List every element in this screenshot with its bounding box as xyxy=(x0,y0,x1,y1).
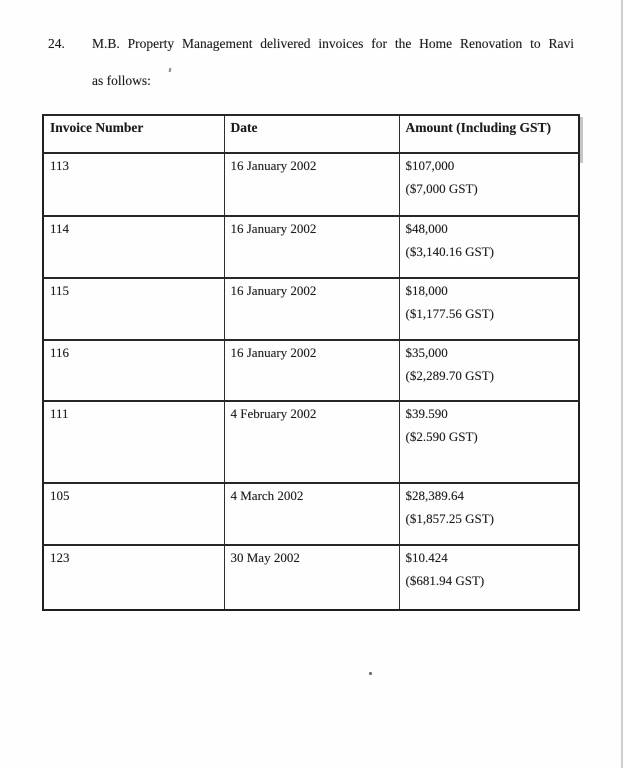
amount-cell xyxy=(399,216,579,278)
table-row xyxy=(43,278,579,340)
gst-value: ($2,289.70 GST) xyxy=(405,368,494,383)
invoice-number-cell: 123 xyxy=(43,545,224,610)
amount-cell xyxy=(399,278,579,340)
gst-value: ($1,177.56 GST) xyxy=(405,306,494,321)
amount-value: $18,000 xyxy=(405,283,448,298)
gst-value: ($3,140.16 GST) xyxy=(405,244,494,259)
date-cell: 16 January 2002 xyxy=(224,153,399,216)
scan-artifact-smudge xyxy=(580,117,583,163)
table-row xyxy=(43,401,579,483)
gst-value: ($681.94 GST) xyxy=(405,573,485,588)
paragraph-text xyxy=(92,36,574,89)
gst-value: ($7,000 GST) xyxy=(405,181,478,196)
table-row xyxy=(43,153,579,216)
amount-value: $28,389.64 xyxy=(405,488,464,503)
gst-value: ($2.590 GST) xyxy=(405,429,478,444)
amount-cell xyxy=(399,153,579,216)
date-cell: 30 May 2002 xyxy=(224,545,399,610)
scan-artifact-dot xyxy=(369,672,372,675)
amount-value: $107,000 xyxy=(405,158,455,173)
amount-value: $48,000 xyxy=(405,221,448,236)
invoice-number-cell: 114 xyxy=(43,216,224,278)
date-cell: 16 January 2002 xyxy=(224,216,399,278)
table-header-row xyxy=(43,115,579,153)
date-cell: 4 February 2002 xyxy=(224,401,399,483)
invoice-number-cell: 116 xyxy=(43,340,224,401)
table-row xyxy=(43,483,579,545)
column-header-date: Date xyxy=(224,115,399,153)
invoice-number-cell: 113 xyxy=(43,153,224,216)
date-cell: 16 January 2002 xyxy=(224,340,399,401)
table-row xyxy=(43,340,579,401)
amount-value: $35,000 xyxy=(405,345,448,360)
amount-cell xyxy=(399,401,579,483)
column-header-amount: Amount (Including GST) xyxy=(399,115,579,153)
table-row xyxy=(43,545,579,610)
invoice-number-cell: 111 xyxy=(43,401,224,483)
table-row xyxy=(43,216,579,278)
amount-cell xyxy=(399,340,579,401)
column-header-invoice-number: Invoice Number xyxy=(43,115,224,153)
paragraph-line-1: M.B. Property Management delivered invoices for the Home Renovation to Ravi xyxy=(92,36,574,51)
amount-cell xyxy=(399,545,579,610)
gst-value: ($1,857.25 GST) xyxy=(405,511,494,526)
amount-cell xyxy=(399,483,579,545)
amount-value: $10.424 xyxy=(405,550,448,565)
date-cell: 4 March 2002 xyxy=(224,483,399,545)
scan-edge-line xyxy=(621,0,623,768)
invoice-table xyxy=(42,114,580,611)
paragraph-line-2: as follows: xyxy=(92,73,151,88)
invoice-number-cell: 115 xyxy=(43,278,224,340)
paragraph-number: 24. xyxy=(48,36,65,51)
amount-value: $39.590 xyxy=(405,406,448,421)
date-cell: 16 January 2002 xyxy=(224,278,399,340)
invoice-number-cell: 105 xyxy=(43,483,224,545)
